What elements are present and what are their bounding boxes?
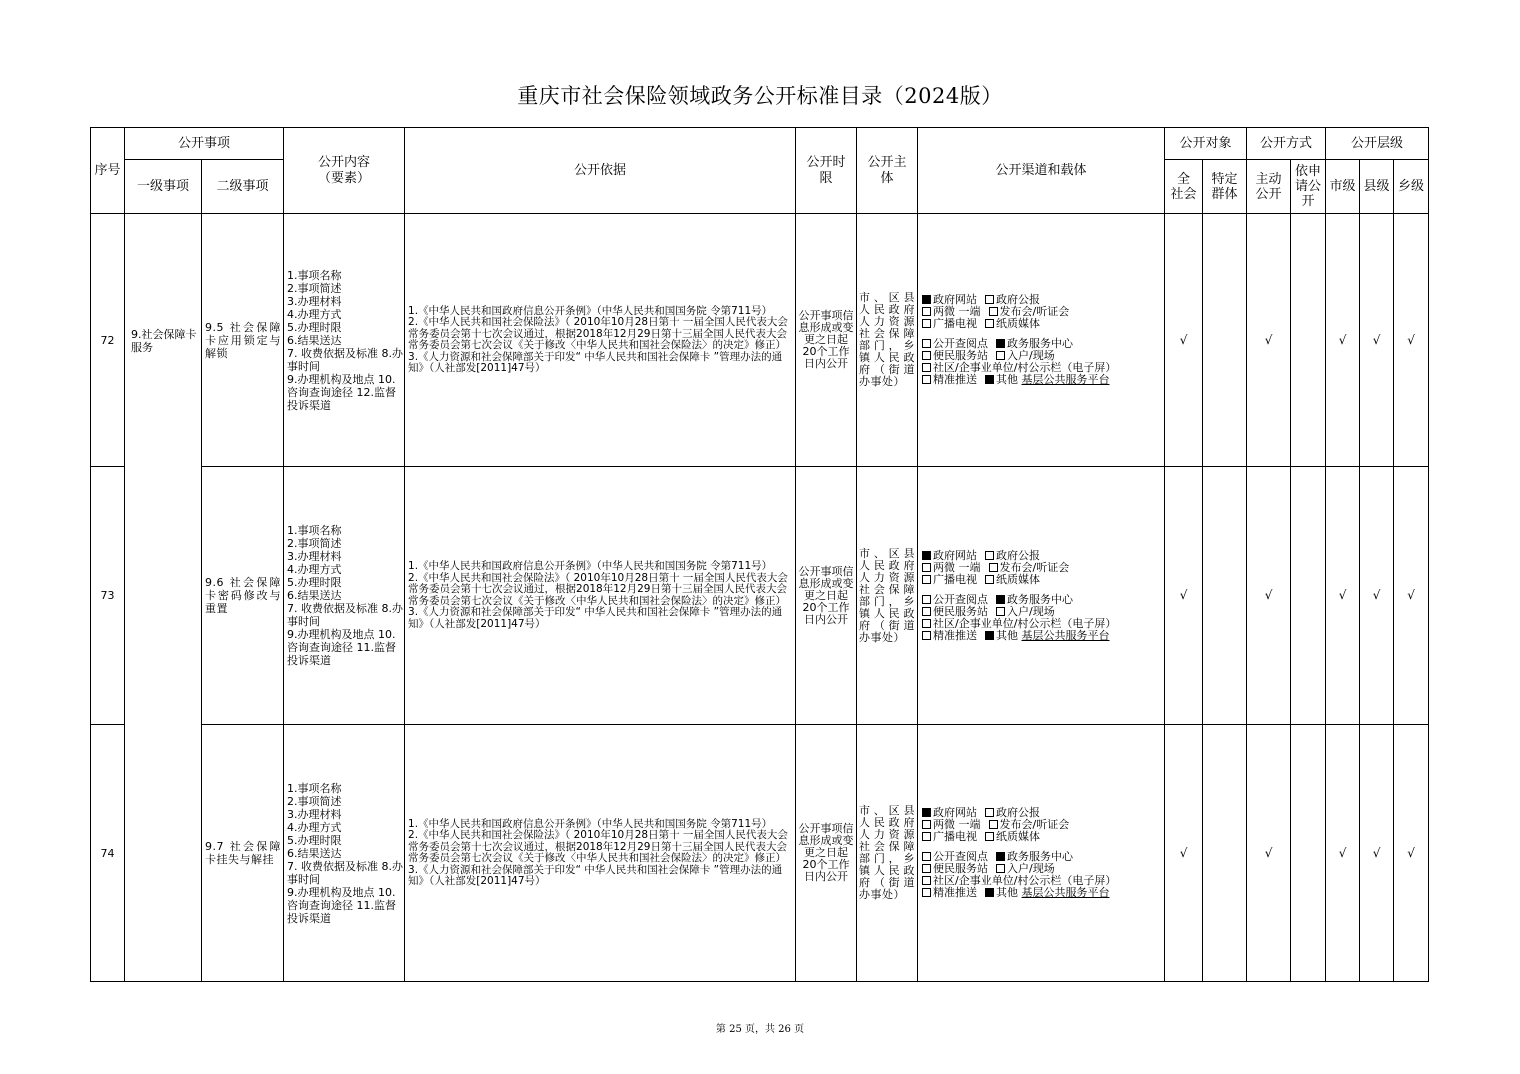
channel-print-media: 纸质媒体 [996,830,1041,843]
unchecked-box-icon [922,595,931,604]
unchecked-box-icon [922,820,931,829]
unchecked-box-icon [989,820,998,829]
unchecked-box-icon [985,575,994,584]
checked-box-icon [985,888,994,897]
level2-item: 9.6 社会保障卡密码修改与重置 [202,467,284,725]
unchecked-box-icon [922,339,931,348]
audience-all-check: √ [1165,214,1203,467]
row-seq: 72 [91,214,125,467]
content-elements: 1.事项名称 2.事项简述 3.办理材料 4.办理方式 5.办理时限 6.结果送达 7. 收费依据及标准 8.办事时间 9.办理机构及地点 10. 咨询查询途径 12.监督投诉渠道 [284,214,405,467]
channel-gov-gazette: 政府公报 [996,293,1041,306]
unchecked-box-icon [922,375,931,384]
method-request-check [1291,725,1326,982]
header-items: 公开事项 [125,128,284,160]
audience-all-check: √ [1165,467,1203,725]
method-request-check [1291,467,1326,725]
level-county-check: √ [1360,214,1394,467]
channels-cell [918,214,1165,467]
level-town-check: √ [1394,725,1429,982]
level1-item-text: 9.社会保障卡服务 [131,328,197,354]
header-method-request: 依申 请公 开 [1291,160,1326,214]
header-level: 公开层级 [1326,128,1429,160]
channel-query-point: 公开查阅点 [933,337,989,350]
row-seq: 73 [91,467,125,725]
method-active-check: √ [1247,725,1291,982]
header-subject: 公开主 体 [857,128,918,214]
channel-other-value: 基层公共服务平台 [1021,373,1110,386]
channel-two-micro: 两微 一端 [933,305,981,318]
content-elements: 1.事项名称 2.事项简述 3.办理材料 4.办理方式 5.办理时限 6.结果送达 7. 收费依据及标准 8.办事时间 9.办理机构及地点 10. 咨询查询途径 11.监督投诉渠道 [284,725,405,982]
header-content: 公开内容 （要素） [284,128,405,214]
unchecked-box-icon [922,619,931,628]
channel-service-station: 便民服务站 [933,349,989,362]
channel-door-to-door: 入户/现场 [1007,862,1055,875]
method-active-check: √ [1247,467,1291,725]
unchecked-box-icon [989,563,998,572]
header-channel: 公开渠道和载体 [918,128,1165,214]
channel-service-station: 便民服务站 [933,604,989,618]
channel-gov-gazette: 政府公报 [996,548,1041,562]
unchecked-box-icon [922,319,931,328]
unchecked-box-icon [922,575,931,584]
level-county-check: √ [1360,725,1394,982]
channel-precise-push: 精准推送 [933,628,978,642]
checked-box-icon [996,595,1005,604]
channel-gov-site: 政府网站 [933,293,978,306]
channel-print-media: 纸质媒体 [996,572,1041,586]
channel-query-point: 公开查阅点 [933,592,989,606]
channel-two-micro: 两微 一端 [933,818,981,831]
channels-cell [918,725,1165,982]
channel-query-point: 公开查阅点 [933,850,989,863]
page-title: 重庆市社会保险领域政务公开标准目录（2024版） [517,84,1003,108]
disclosure-basis: 1.《中华人民共和国政府信息公开条例》（中华人民共和国国务院 令第711号） 2.《中华人民共和国社会保险法》（ 2010年10月28日第十 一届全国人民代表大会常务委员会第十七次会议通过，根据2018年12月29日第十三届全国人民代表大会常务委员会第七次会议《关于修改〈中华人民共和国社会保险法〉的决定》修正） 3.《人力资源和社会保障部关于印发“ 中华人民共和国社会保障卡 ”管理办法的通知》（人社部发[2011]47号） [405,467,796,725]
checked-box-icon [922,808,931,817]
channel-radio-tv: 广播电视 [933,317,978,330]
channel-two-micro: 两微 一端 [933,560,981,574]
audience-specific-check [1203,467,1247,725]
unchecked-box-icon [922,876,931,885]
level-city-check: √ [1326,467,1360,725]
checked-box-icon [996,852,1005,861]
channel-other: 其他 [996,373,1019,386]
unchecked-box-icon [985,295,994,304]
channel-other-value: 基层公共服务平台 [1021,886,1110,899]
channel-gov-gazette: 政府公报 [996,806,1041,819]
unchecked-box-icon [996,864,1005,873]
unchecked-box-icon [985,832,994,841]
unchecked-box-icon [996,351,1005,360]
header-term: 公开时 限 [796,128,857,214]
audience-specific-check [1203,214,1247,467]
unchecked-box-icon [996,607,1005,616]
header-seq: 序号 [91,128,125,214]
unchecked-box-icon [922,563,931,572]
level2-item: 9.5 社会保障卡应用锁定与解锁 [202,214,284,467]
channel-bulletin: 社区/企事业单位/村公示栏（电子屏） [933,874,1117,887]
level-town-check: √ [1394,467,1429,725]
channel-press-conf: 发布会/听证会 [999,305,1070,318]
header-method-active: 主动 公开 [1247,160,1291,214]
disclosure-basis: 1.《中华人民共和国政府信息公开条例》（中华人民共和国国务院 令第711号） 2.《中华人民共和国社会保险法》（ 2010年10月28日第十 一届全国人民代表大会常务委员会第十七次会议通过，根据2018年12月29日第十三届全国人民代表大会常务委员会第七次会议《关于修改〈中华人民共和国社会保险法〉的决定》修正） 3.《人力资源和社会保障部关于印发“ 中华人民共和国社会保障卡 ”管理办法的通知》（人社部发[2011]47号） [405,725,796,982]
channel-gov-site: 政府网站 [933,548,978,562]
header-audience: 公开对象 [1165,128,1247,160]
unchecked-box-icon [922,351,931,360]
unchecked-box-icon [922,864,931,873]
unchecked-box-icon [989,307,998,316]
channel-press-conf: 发布会/听证会 [999,818,1070,831]
header-level1: 一级事项 [125,160,202,214]
level-city-check: √ [1326,725,1360,982]
unchecked-box-icon [922,607,931,616]
channel-print-media: 纸质媒体 [996,317,1041,330]
channel-door-to-door: 入户/现场 [1007,604,1055,618]
level-county-check: √ [1360,467,1394,725]
disclosure-term: 公开事项信息形成或变更之日起20个工作日内公开 [796,214,857,467]
header-level-county: 县级 [1360,160,1394,214]
channel-press-conf: 发布会/听证会 [999,560,1070,574]
disclosure-term: 公开事项信息形成或变更之日起20个工作日内公开 [796,467,857,725]
header-audience-specific: 特定 群体 [1203,160,1247,214]
checked-box-icon [985,375,994,384]
checked-box-icon [922,551,931,560]
unchecked-box-icon [922,363,931,372]
content-elements: 1.事项名称 2.事项简述 3.办理材料 4.办理方式 5.办理时限 6.结果送达 7. 收费依据及标准 8.办事时间 9.办理机构及地点 10. 咨询查询途径 11.监督投诉渠道 [284,467,405,725]
header-audience-all: 全 社会 [1165,160,1203,214]
channel-gov-site: 政府网站 [933,806,978,819]
method-request-check [1291,214,1326,467]
table-row [91,214,1429,467]
channel-bulletin: 社区/企事业单位/村公示栏（电子屏） [933,616,1117,630]
header-basis: 公开依据 [405,128,796,214]
channels-cell [918,467,1165,725]
channel-service-center: 政务服务中心 [1007,337,1074,350]
disclosure-subject: 市、区县人民政府人力资源社会保障部门，乡镇人民政府（街道办事处） [857,467,918,725]
channel-service-station: 便民服务站 [933,862,989,875]
unchecked-box-icon [922,307,931,316]
level-town-check: √ [1394,214,1429,467]
unchecked-box-icon [922,888,931,897]
checked-box-icon [996,339,1005,348]
unchecked-box-icon [985,551,994,560]
checked-box-icon [985,631,994,640]
row-seq: 74 [91,725,125,982]
unchecked-box-icon [922,832,931,841]
channel-precise-push: 精准推送 [933,373,978,386]
disclosure-term: 公开事项信息形成或变更之日起20个工作日内公开 [796,725,857,982]
channel-door-to-door: 入户/现场 [1007,349,1055,362]
method-active-check: √ [1247,214,1291,467]
unchecked-box-icon [985,319,994,328]
channel-service-center: 政务服务中心 [1007,592,1074,606]
channel-service-center: 政务服务中心 [1007,850,1074,863]
channel-other: 其他 [996,886,1019,899]
audience-specific-check [1203,725,1247,982]
level2-item: 9.7 社会保障卡挂失与解挂 [202,725,284,982]
channel-bulletin: 社区/企事业单位/村公示栏（电子屏） [933,361,1117,374]
header-level2: 二级事项 [202,160,284,214]
header-level-town: 乡级 [1394,160,1429,214]
table-row [91,467,1429,725]
disclosure-catalog-table [90,127,1429,982]
disclosure-subject: 市、区县人民政府人力资源社会保障部门，乡镇人民政府（街道办事处） [857,214,918,467]
header-method: 公开方式 [1247,128,1326,160]
channel-other: 其他 [996,628,1019,642]
audience-all-check: √ [1165,725,1203,982]
table-row [91,725,1429,982]
channel-radio-tv: 广播电视 [933,572,978,586]
disclosure-basis: 1.《中华人民共和国政府信息公开条例》（中华人民共和国国务院 令第711号） 2.《中华人民共和国社会保险法》（ 2010年10月28日第十 一届全国人民代表大会常务委员会第十七次会议通过，根据2018年12月29日第十三届全国人民代表大会常务委员会第七次会议《关于修改〈中华人民共和国社会保险法〉的决定》修正） 3.《人力资源和社会保障部关于印发“ 中华人民共和国社会保障卡 ”管理办法的通知》（人社部发[2011]47号） [405,214,796,467]
level-city-check: √ [1326,214,1360,467]
unchecked-box-icon [985,808,994,817]
checked-box-icon [922,295,931,304]
unchecked-box-icon [922,631,931,640]
page-footer: 第 25 页，共 26 页 [715,1024,805,1035]
channel-precise-push: 精准推送 [933,886,978,899]
unchecked-box-icon [922,852,931,861]
header-level-city: 市级 [1326,160,1360,214]
disclosure-subject: 市、区县人民政府人力资源社会保障部门，乡镇人民政府（街道办事处） [857,725,918,982]
channel-radio-tv: 广播电视 [933,830,978,843]
level1-item [125,214,202,982]
channel-other-value: 基层公共服务平台 [1021,628,1110,642]
